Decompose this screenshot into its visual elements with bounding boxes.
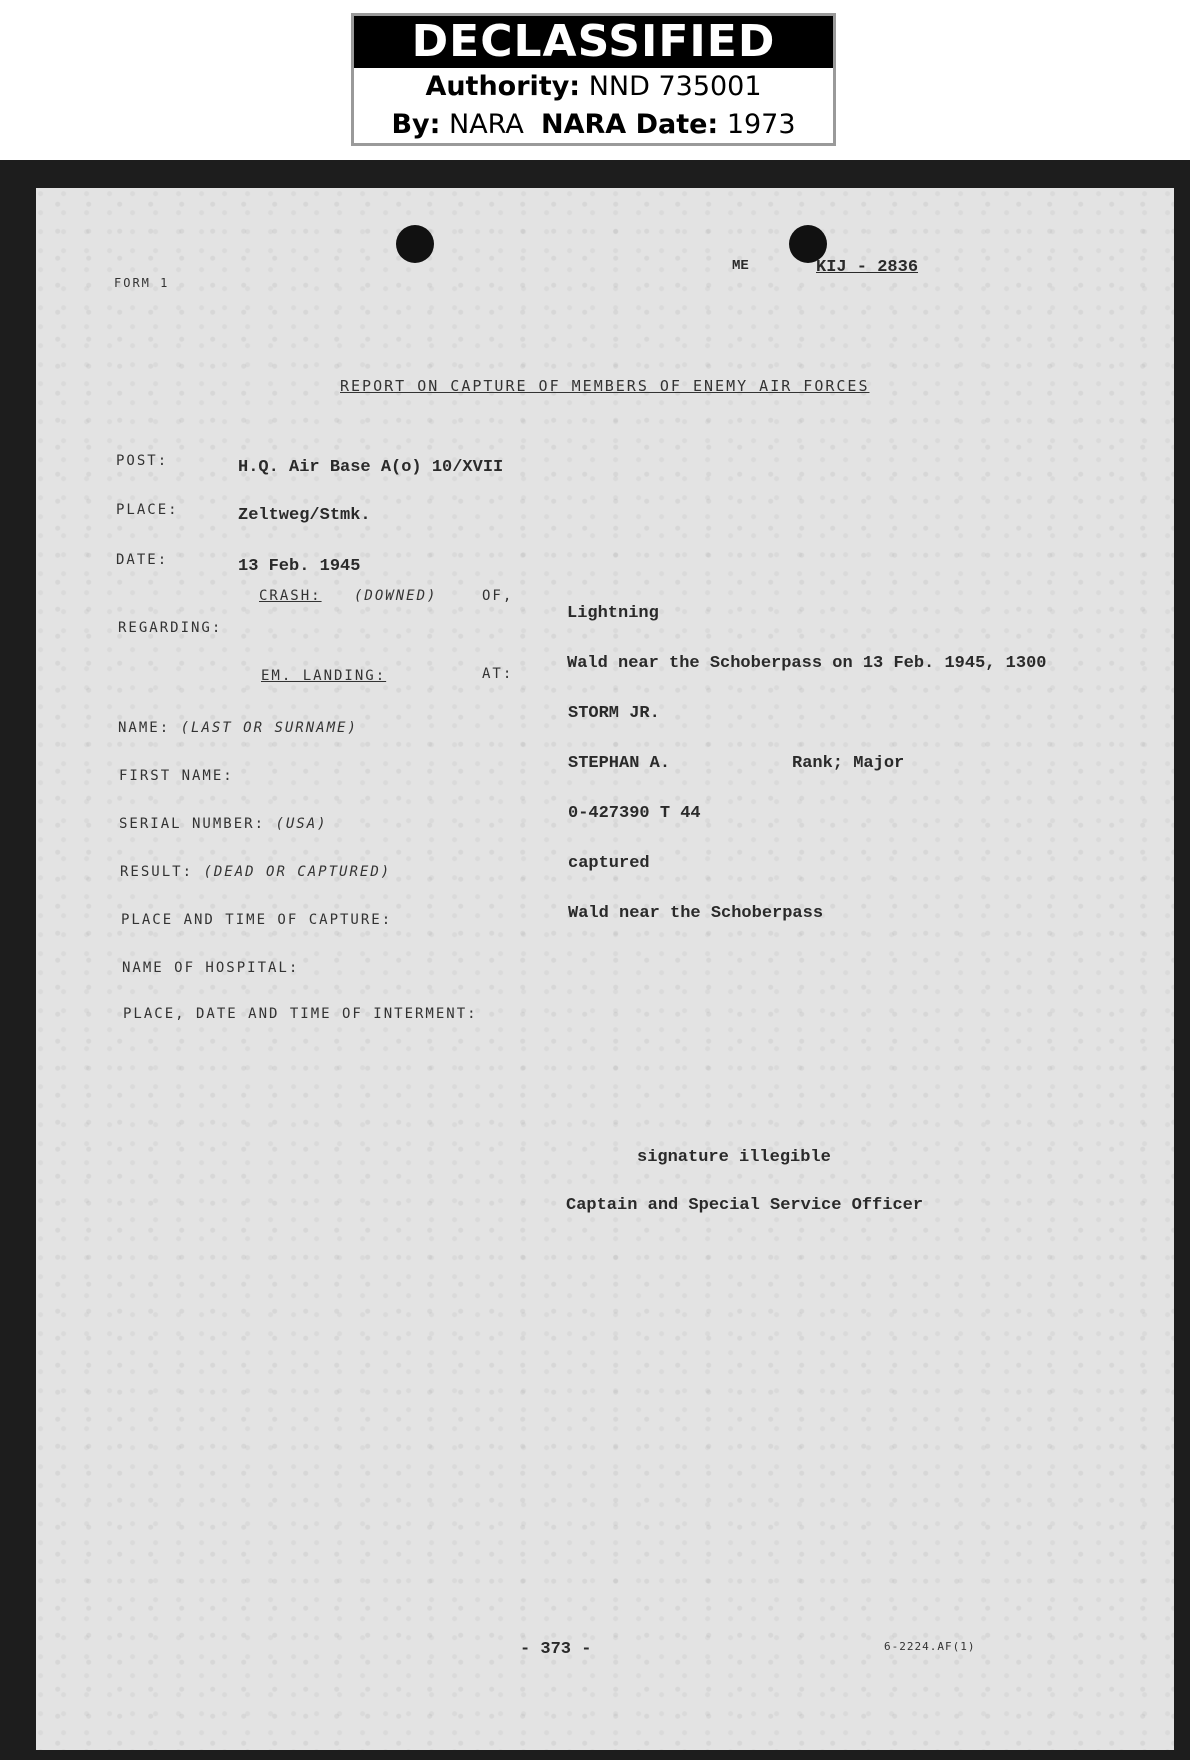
form-code: 6-2224.AF(1) <box>884 1640 976 1653</box>
at-label: AT: <box>482 666 514 682</box>
date-label: DATE: <box>116 552 169 568</box>
capture-value: Wald near the Schoberpass <box>568 904 824 923</box>
regarding-label: REGARDING: <box>118 620 223 636</box>
date-value: 13 Feb. 1945 <box>238 557 361 576</box>
punch-hole-icon <box>396 225 434 263</box>
location-value: Wald near the Schoberpass on 13 Feb. 1945, 1300 <box>567 654 1047 673</box>
stamp-title: DECLASSIFIED <box>354 16 833 68</box>
interment-label: PLACE, DATE AND TIME OF INTERMENT: <box>123 1006 478 1022</box>
stamp-by-date <box>354 106 833 144</box>
first-name-value: STEPHAN A. <box>568 754 671 773</box>
result-value: captured <box>568 854 650 873</box>
scanned-page <box>0 160 1190 1760</box>
aircraft-value: Lightning <box>567 604 659 623</box>
name-value: STORM JR. <box>568 704 660 723</box>
post-value: H.Q. Air Base A(o) 10/XVII <box>238 458 504 477</box>
serial-label: SERIAL NUMBER: (USA) <box>119 816 328 832</box>
by-label: By: <box>391 109 441 140</box>
nara-date-label: NARA Date: <box>541 109 719 140</box>
page-title: REPORT ON CAPTURE OF MEMBERS OF ENEMY AIR FORCES <box>340 377 870 395</box>
hospital-label: NAME OF HOSPITAL: <box>122 960 300 976</box>
of-label: OF, <box>482 588 514 604</box>
em-landing-label: EM. LANDING: <box>261 668 387 684</box>
signature-title: Captain and Special Service Officer <box>566 1196 924 1215</box>
capture-label: PLACE AND TIME OF CAPTURE: <box>121 912 393 928</box>
page-number: - 373 - <box>520 1640 592 1659</box>
signature-line: signature illegible <box>637 1148 831 1167</box>
downed-label: (DOWNED) <box>354 588 438 604</box>
nara-date-value: 1973 <box>726 109 796 140</box>
document-paper <box>36 188 1174 1750</box>
name-label: NAME: (LAST OR SURNAME) <box>118 720 358 736</box>
stamp-authority <box>354 68 833 106</box>
by-value: NARA <box>449 109 524 140</box>
first-name-label: FIRST NAME: <box>119 768 234 784</box>
crash-label: CRASH: <box>259 588 322 604</box>
form-number: FORM 1 <box>114 276 170 290</box>
authority-value: NND 735001 <box>588 71 762 102</box>
serial-value: 0-427390 T 44 <box>568 804 701 823</box>
declassified-stamp <box>351 13 836 146</box>
rank-value: Rank; Major <box>792 754 905 773</box>
place-value: Zeltweg/Stmk. <box>238 506 371 525</box>
authority-label: Authority: <box>425 71 581 102</box>
result-label: RESULT: (DEAD OR CAPTURED) <box>120 864 392 880</box>
place-label: PLACE: <box>116 502 179 518</box>
post-label: POST: <box>116 453 169 469</box>
ref-prefix: ME <box>732 258 749 274</box>
ref-number: KIJ - 2836 <box>816 258 919 277</box>
